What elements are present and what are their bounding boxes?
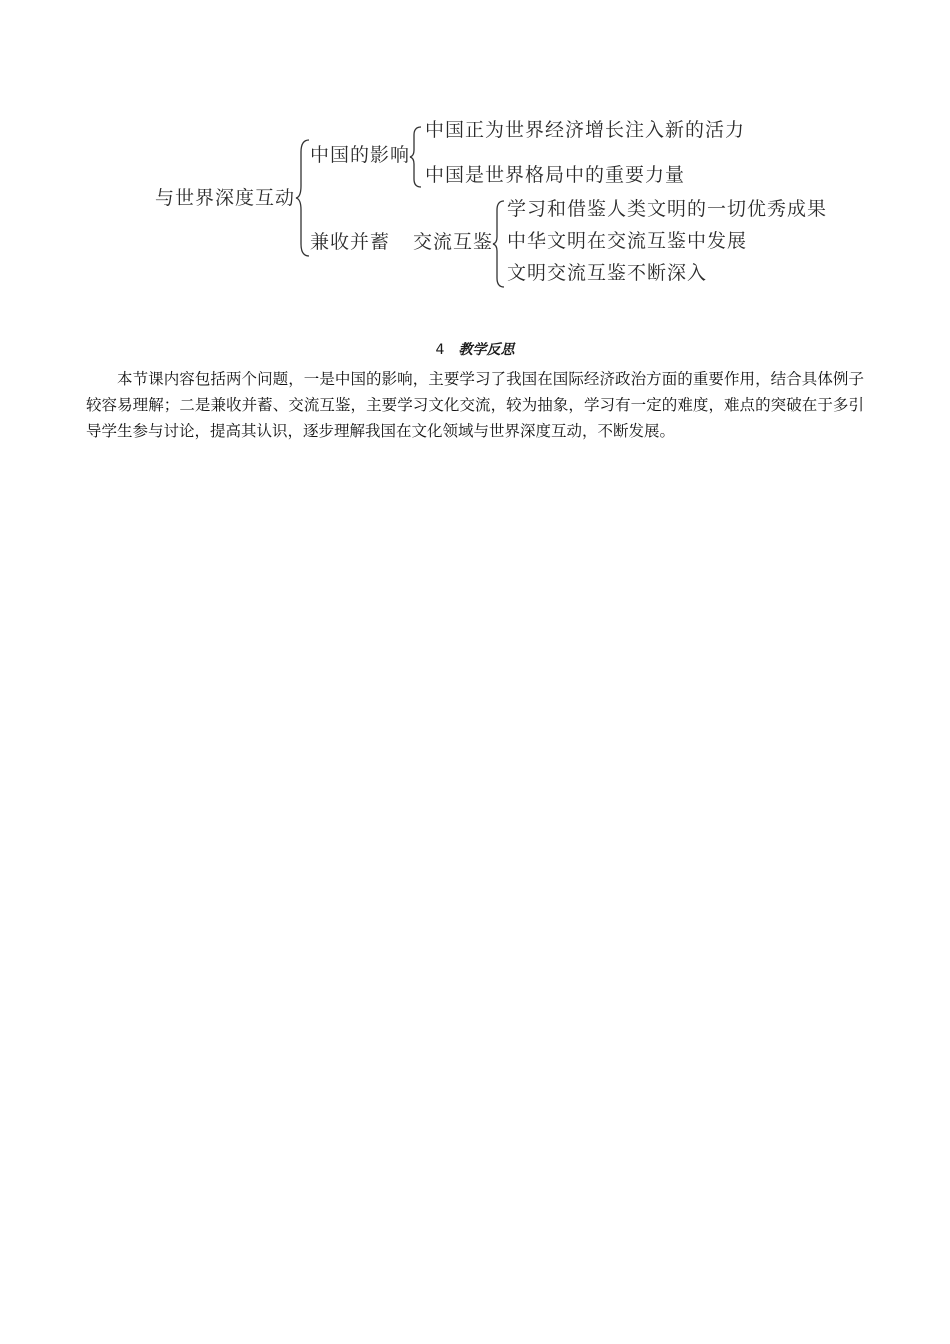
section-heading <box>0 340 950 360</box>
branch2-item-2: 中华文明在交流互鉴中发展 <box>507 230 748 252</box>
branch-inclusiveness: 兼收并蓄 <box>310 231 391 253</box>
branch-china-influence: 中国的影响 <box>310 144 411 166</box>
reflection-paragraph: 本节课内容包括两个问题，一是中国的影响，主要学习了我国在国际经济政治方面的重要作用，结合具体例子较容易理解；二是兼收并蓄、交流互鉴，主要学习文化交流，较为抽象，学习有一定的难度，难点的突破在于多引导学生参与讨论，提高其认识，逐步理解我国在文化领域与世界深度互动，不断发展。 <box>86 370 864 440</box>
mindmap-root: 与世界深度互动 <box>155 187 296 209</box>
section-number: 4 <box>435 342 445 358</box>
branch1-item-2: 中国是世界格局中的重要力量 <box>425 164 686 186</box>
branch2-brace <box>493 200 507 288</box>
branch2-exchange-label: 交流互鉴 <box>413 231 494 253</box>
section-title: 教学反思 <box>458 342 515 358</box>
branch2-item-3: 文明交流互鉴不断深入 <box>507 262 708 284</box>
branch2-item-1: 学习和借鉴人类文明的一切优秀成果 <box>507 198 828 220</box>
branch1-item-1: 中国正为世界经济增长注入新的活力 <box>425 119 746 141</box>
branch1-brace <box>410 126 424 188</box>
